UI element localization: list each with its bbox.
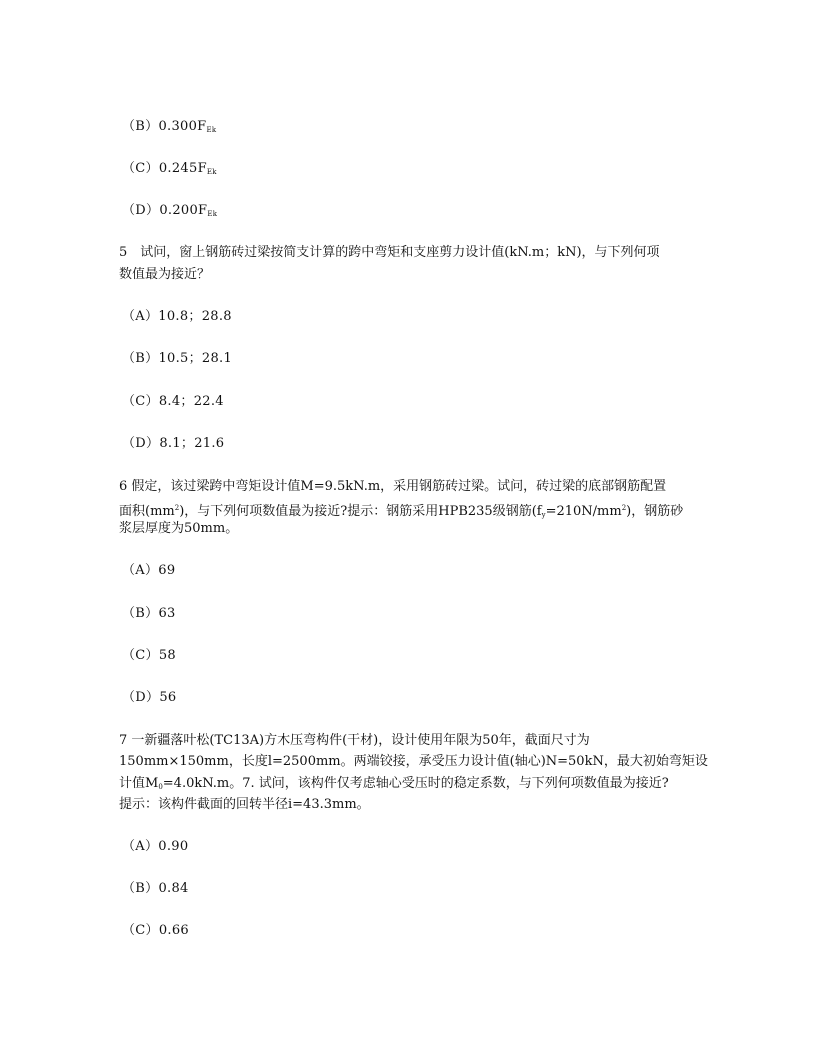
q4-option-b-text: （B）0.300F	[122, 119, 207, 134]
q4-option-c-text: （C）0.245F	[122, 161, 207, 176]
q6-option-c: （C）58	[122, 648, 176, 663]
q6-line-2-subscript: y	[541, 511, 546, 519]
q5-option-a: （A）10.8；28.8	[122, 309, 232, 324]
q6-line-2-part-d: )，钢筋砂	[626, 504, 684, 519]
q4-option-d-text: （D）0.200F	[122, 203, 208, 218]
q7-line-3-part-b: =4.0kN.m。7. 试问，该构件仅考虑轴心受压时的稳定系数，与下列何项数值最为接近?	[162, 776, 669, 791]
q6-line-2-part-c: =210N/mm	[545, 504, 622, 519]
q6-option-d: （D）56	[122, 690, 177, 705]
q5-option-b: （B）10.5；28.1	[122, 351, 233, 366]
q7-option-a: （A）0.90	[122, 839, 189, 854]
q7-question-line-3	[119, 774, 669, 797]
q5-question-line-2: 数值最为接近？	[119, 267, 211, 282]
q7-option-b: （B）0.84	[122, 881, 189, 896]
q6-question-line-3: 浆层厚度为50mm。	[119, 521, 239, 536]
q4-option-d	[122, 201, 217, 224]
q4-option-c-subscript: Ek	[206, 168, 217, 176]
q7-line-3-subscript: 0	[158, 783, 163, 791]
q6-line-2-superscript: 2	[174, 504, 180, 512]
q6-line-2-part-b: )，与下列何项数值最为接近?提示：钢筋采用HPB235级钢筋(f	[179, 504, 542, 519]
q7-option-c: （C）0.66	[122, 923, 189, 938]
q6-option-a: （A）69	[122, 563, 176, 578]
q5-option-d: （D）8.1；21.6	[122, 436, 225, 451]
q7-line-3-part-a: 计值M	[119, 776, 159, 791]
q6-question-line-1: 6 假定，该过梁跨中弯矩设计值M=9.5kN.m，采用钢筋砖过梁。试问，砖过梁的底部钢筋配置	[119, 479, 667, 494]
q4-option-b-subscript: Ek	[206, 126, 217, 134]
q6-line-2-part-a: 面积(mm	[119, 504, 175, 519]
q7-question-line-2: 150mm×150mm，长度l=2500mm。两端铰接，承受压力设计值(轴心)N=50kN，最大初始弯矩设	[119, 754, 708, 769]
q5-question-line-1: 5 试问，窗上钢筋砖过梁按简支计算的跨中弯矩和支座剪力设计值(kN.m；kN)，与下列何项	[119, 245, 660, 260]
q7-question-line-1: 7 一新疆落叶松(TC13A)方木压弯构件(干材)，设计使用年限为50年，截面尺寸为	[119, 733, 590, 748]
q6-option-b: （B）63	[122, 606, 176, 621]
q4-option-d-subscript: Ek	[207, 210, 218, 218]
q4-option-c	[122, 159, 217, 182]
q6-line-2-superscript-2: 2	[621, 504, 627, 512]
q4-option-b	[122, 117, 216, 140]
q5-option-c: （C）8.4；22.4	[122, 394, 224, 409]
q7-hint-line: 提示：该构件截面的回转半径i=43.3mm。	[119, 797, 370, 812]
